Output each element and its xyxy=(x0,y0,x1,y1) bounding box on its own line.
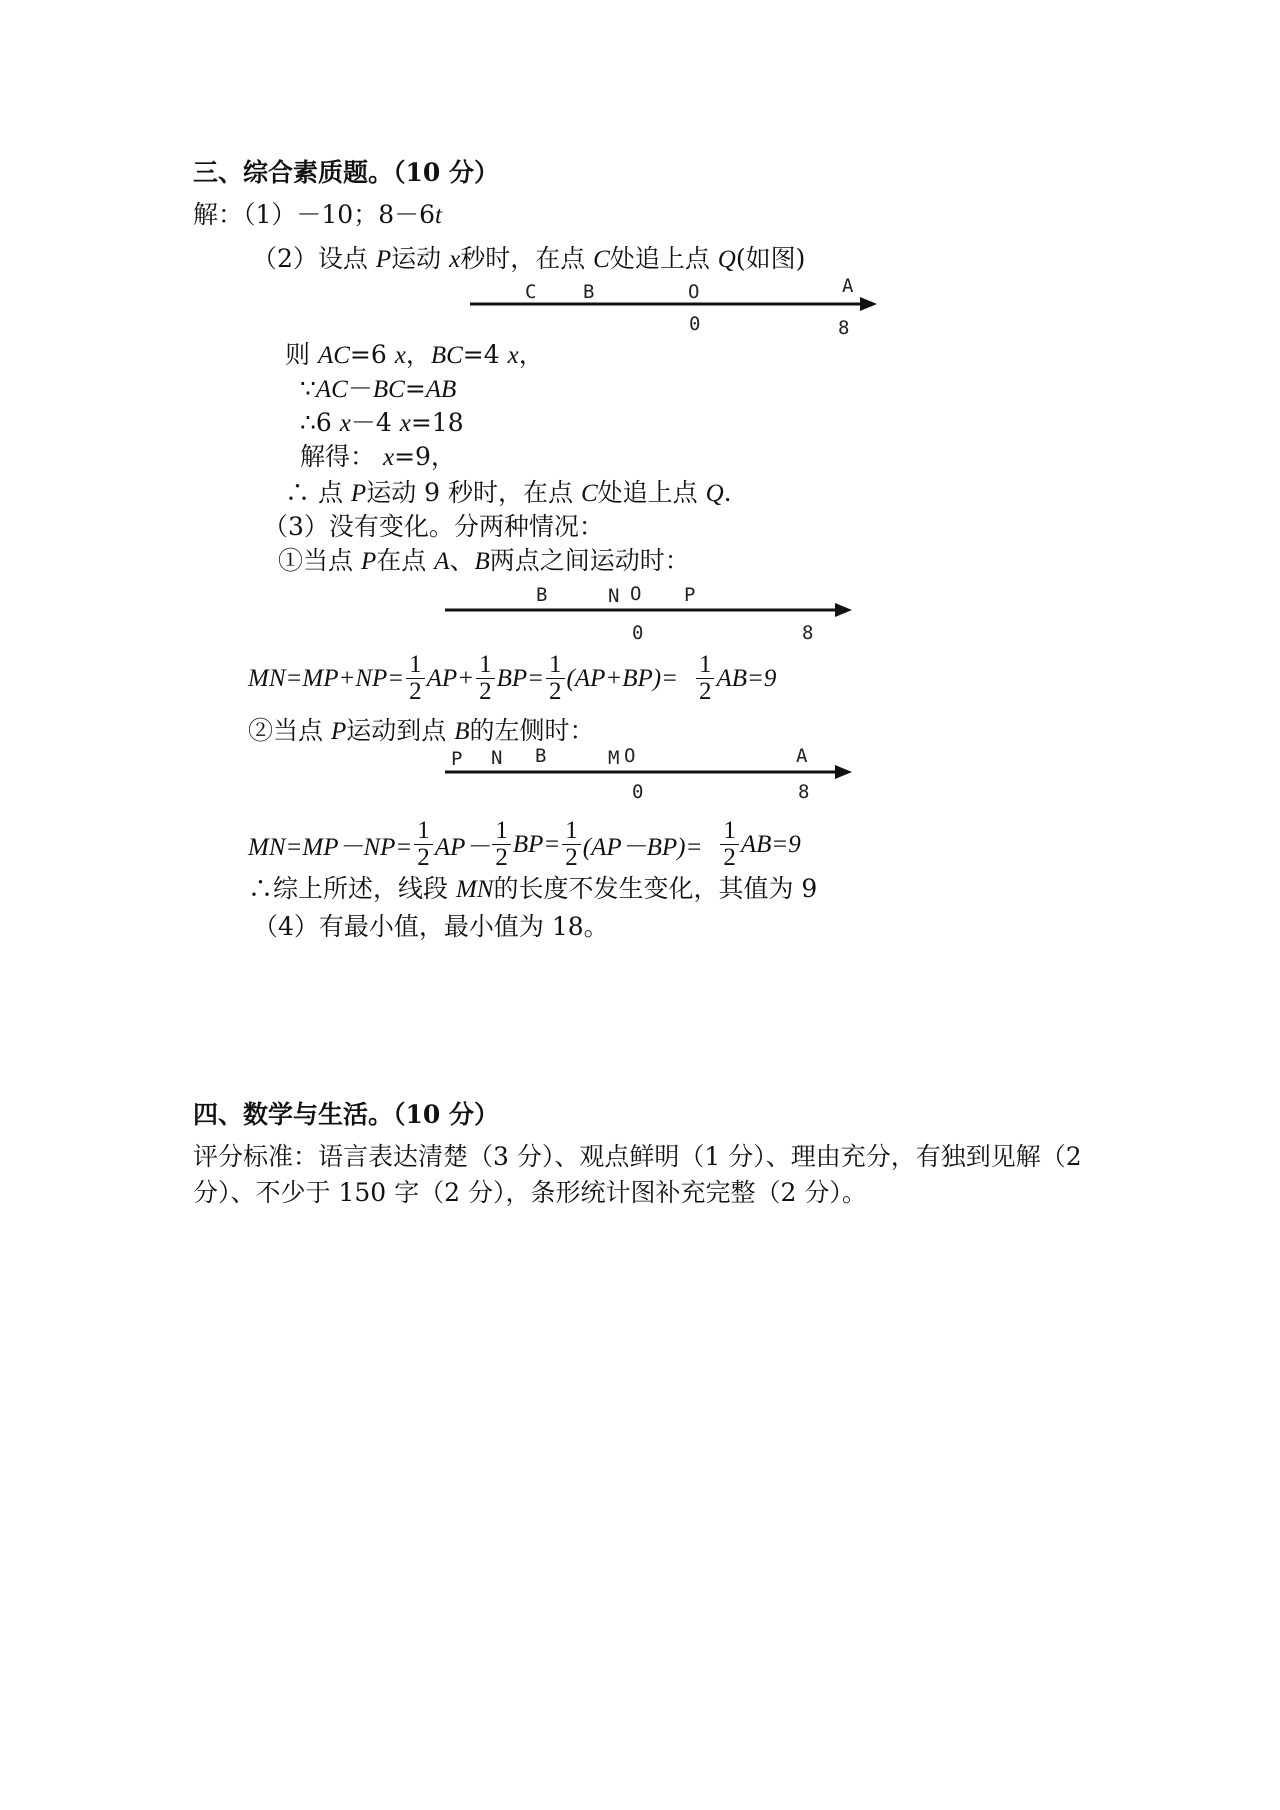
point-label-o: O xyxy=(630,583,642,605)
equation-conclusion-2: ∴ 点 P运动 9 秒时，在点 C处追上点 Q. xyxy=(285,478,732,507)
answer-part-3-intro: （3）没有变化。分两种情况： xyxy=(263,512,604,541)
tick-label-8: 8 xyxy=(838,317,850,339)
point-label-o: O xyxy=(624,745,636,767)
point-label-a: A xyxy=(796,745,808,767)
point-label-a: A xyxy=(842,275,854,297)
arrow-head-icon xyxy=(835,765,852,779)
point-label-m: M xyxy=(608,747,620,769)
point-label-b: B xyxy=(536,584,548,606)
number-line-figure-3 xyxy=(440,740,860,810)
formula-case-1: MN=MP+NP= $\frac{1}{2}$ AP+ $\frac{1}{2}$ BP= $\frac{1}{2}$ (AP+BP)= $\frac{1}{2}$ AB=9 xyxy=(248,651,777,705)
tick-label-0: 0 xyxy=(632,622,644,644)
fraction-half: $\frac{1}{2}$ xyxy=(406,652,425,705)
point-label-b: B xyxy=(583,281,595,303)
formula-case-2: MN=MP－NP= $\frac{1}{2}$ AP－ $\frac{1}{2}$ BP= $\frac{1}{2}$ (AP－BP)= $\frac{1}{2}$ AB=9 xyxy=(248,817,801,871)
point-label-n: N xyxy=(608,585,620,607)
arrow-head-icon xyxy=(835,603,852,617)
point-label-o: O xyxy=(688,281,700,303)
tick-label-0: 0 xyxy=(689,313,701,335)
point-label-p: P xyxy=(684,584,696,606)
equation-ac-bc: 则 AC=6 x，BC=4 x， xyxy=(285,340,544,369)
fraction-half: $\frac{1}{2}$ xyxy=(492,818,511,871)
answer-part-2-intro: （2）设点 P运动 x秒时，在点 C处追上点 Q(如图) xyxy=(252,244,806,273)
conclusion-line: ∴综上所述，线段 MN的长度不发生变化，其值为 9 xyxy=(248,874,818,903)
point-label-p: P xyxy=(451,748,463,770)
grading-criteria-line-1: 评分标准：语言表达清楚（3 分）、观点鲜明（1 分）、理由充分，有独到见解（2 xyxy=(193,1142,1082,1171)
arrow-head-icon xyxy=(860,297,877,311)
case-1-heading: ①当点 P在点 A、B两点之间运动时： xyxy=(278,546,690,575)
tick-label-8: 8 xyxy=(798,781,810,803)
answer-part-1: 解：（1）－10；8－6t xyxy=(193,200,442,229)
number-line-figure-2 xyxy=(440,580,860,650)
tick-label-8: 8 xyxy=(802,622,814,644)
number-line-figure-1 xyxy=(465,275,885,339)
tick-label-0: 0 xyxy=(632,781,644,803)
grading-criteria-line-2: 分）、不少于 150 字（2 分），条形统计图补充完整（2 分）。 xyxy=(193,1178,867,1207)
fraction-half: $\frac{1}{2}$ xyxy=(696,652,715,705)
section-3-heading: 三、综合素质题。（10 分） xyxy=(193,158,499,187)
answer-part-4: （4）有最小值，最小值为 18。 xyxy=(253,912,609,941)
fraction-half: $\frac{1}{2}$ xyxy=(476,652,495,705)
point-label-n: N xyxy=(491,747,503,769)
equation-solution: 解得： x=9， xyxy=(300,442,456,471)
fraction-half: $\frac{1}{2}$ xyxy=(720,818,739,871)
fraction-half: $\frac{1}{2}$ xyxy=(546,652,565,705)
fraction-half: $\frac{1}{2}$ xyxy=(414,818,433,871)
point-label-c: C xyxy=(525,281,537,303)
equation-because: ∵AC－BC=AB xyxy=(300,374,457,403)
fraction-half: $\frac{1}{2}$ xyxy=(562,818,581,871)
equation-therefore: ∴6 x－4 x=18 xyxy=(300,408,464,437)
section-4-heading: 四、数学与生活。（10 分） xyxy=(193,1100,499,1129)
case-2-heading: ②当点 P运动到点 B的左侧时： xyxy=(248,716,595,745)
point-label-b: B xyxy=(535,745,547,767)
